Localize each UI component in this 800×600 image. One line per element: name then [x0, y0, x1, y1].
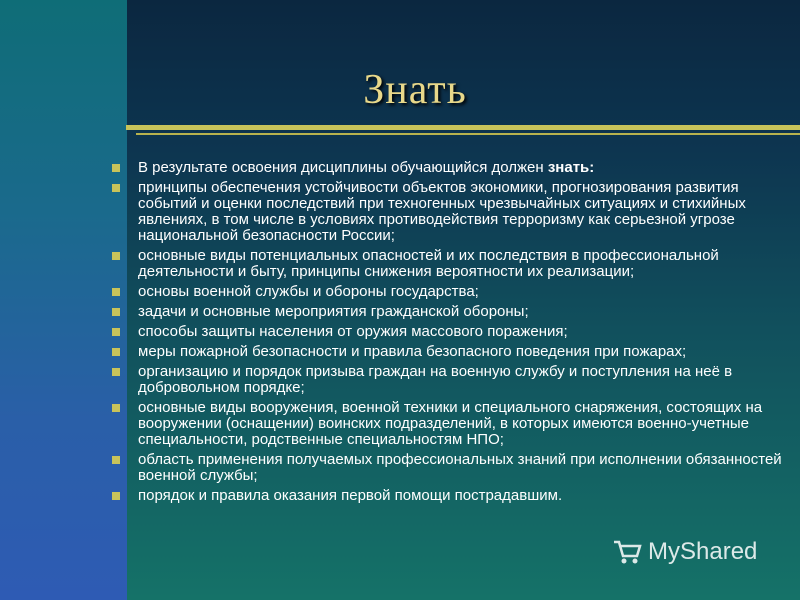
bullet-icon: [112, 308, 120, 316]
bullet-icon: [112, 456, 120, 464]
list-item: область применения получаемых профессиональных знаний при исполнении обязанностей военной службы;: [110, 452, 795, 484]
bold-keyword: знать:: [547, 159, 595, 176]
bullet-icon: [112, 492, 120, 500]
list-item: меры пожарной безопасности и правила безопасного поведения при пожарах;: [110, 344, 795, 360]
bullet-icon: [112, 164, 120, 172]
bullet-icon: [112, 252, 120, 260]
bullet-icon: [112, 348, 120, 356]
bullet-icon: [112, 404, 120, 412]
watermark-label: MyShared: [648, 538, 758, 565]
watermark[interactable]: [612, 538, 757, 566]
cart-icon: [612, 538, 642, 566]
list-item: основы военной службы и обороны государства;: [110, 284, 795, 300]
list-item: принципы обеспечения устойчивости объектов экономики, прогнозирования развития событий и оценки последствий при техногенных чрезвычайных ситуациях и стихийных явлениях, в том числе в условиях противодействия терроризму как серьезной угрозе национальной безопасности России;: [110, 180, 795, 244]
list-item: основные виды вооружения, военной техники и специального снаряжения, состоящих на вооружении (оснащении) воинских подразделений, в которых имеются военно-учетные специальности, родственные специальностям НПО;: [110, 400, 795, 448]
bullet-icon: [112, 328, 120, 336]
slide-title: Знать: [363, 67, 467, 113]
title-divider: [126, 125, 800, 130]
title-divider-thin: [136, 133, 800, 135]
bullet-icon: [112, 368, 120, 376]
list-item: В результате освоения дисциплины обучающийся должен знать:: [110, 160, 795, 176]
list-item: задачи и основные мероприятия гражданской обороны;: [110, 304, 795, 320]
bullet-icon: [112, 288, 120, 296]
bullet-icon: [112, 184, 120, 192]
list-item: способы защиты населения от оружия массового поражения;: [110, 324, 795, 340]
list-item: основные виды потенциальных опасностей и их последствия в профессиональной деятельности и быту, принципы снижения вероятности их реализации;: [110, 248, 795, 280]
list-item: организацию и порядок призыва граждан на военную службу и поступления на неё в добровольном порядке;: [110, 364, 795, 396]
list-item: порядок и правила оказания первой помощи пострадавшим.: [110, 488, 795, 504]
bullet-list: [110, 160, 795, 508]
